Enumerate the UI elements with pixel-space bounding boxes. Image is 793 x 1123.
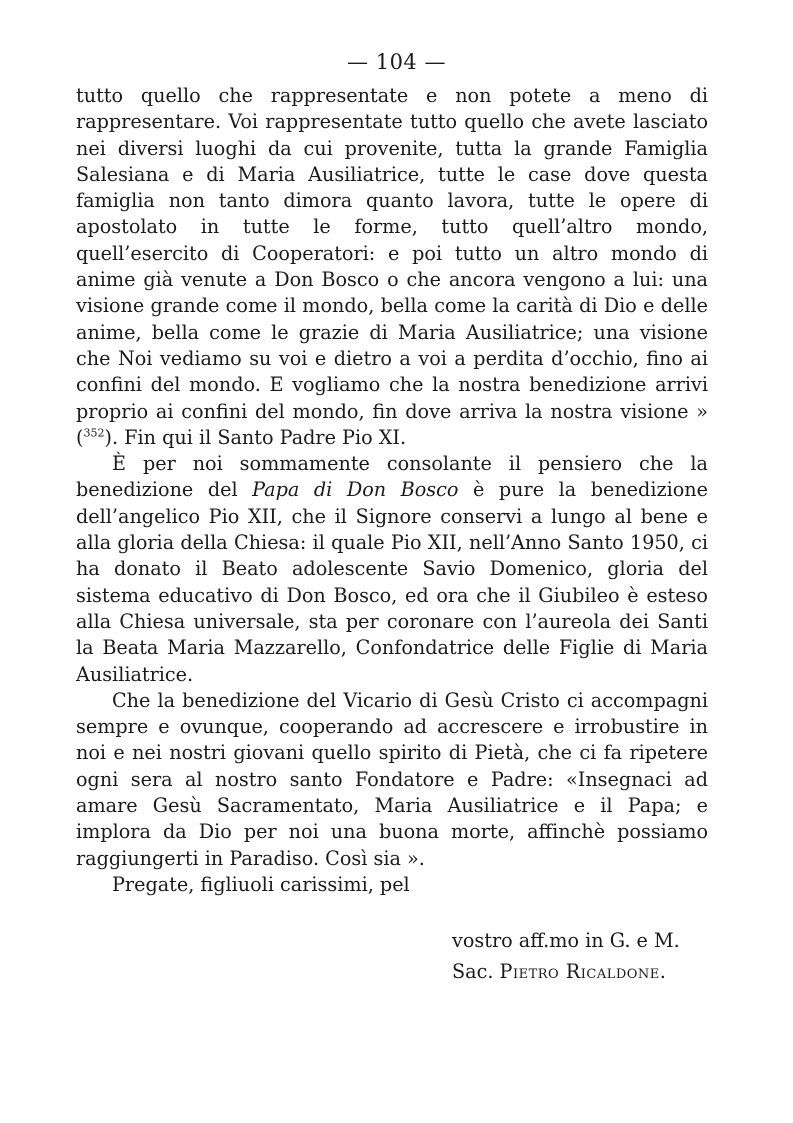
paragraph-4: Pregate, figliuoli carissimi, pel — [112, 872, 410, 896]
body-text — [76, 83, 708, 898]
signature-block — [452, 925, 752, 987]
footnote-reference: 352 — [83, 426, 105, 440]
signatory-prefix: Sac. — [452, 960, 494, 983]
closing-salutation: vostro aff.mo in G. e M. — [452, 929, 680, 952]
paragraph-1-text: tutto quello che rappresentate e non potete a meno di rappresentare. Voi rappresentate tutto quello che avete lasciato nei diversi luoghi da cui provenite, tutta la grande Famiglia Salesiana e di Maria Ausiliatrice, tutte le case dove questa famiglia non tanto dimora quanto lavora, tutte le opere di apostolato in tutte le forme, tutto quell’altro mondo, quell’esercito di Cooperatori: e poi tutto un altro mondo di anime già venute a Don Bosco o che ancora vengono a lui: una visione grande come il mondo, bella come la carità di Dio e delle anime, bella come le grazie di Maria Ausiliatrice; una visione che Noi vediamo su voi e dietro a voi a perdita d’occhio, fino ai confini del mondo. E vogliamo che la nostra benedizione arrivi proprio ai confini del mondo, fin dove arriva la nostra visione » ( — [76, 84, 708, 449]
paragraph-3: Che la benedizione del Vicario di Gesù Cristo ci accompagni sempre e ovunque, cooperando ad accrescere e irrobustire in noi e nei nostri giovani quello spirito di Pietà, che ci fa ripetere ogni sera al nostro santo Fondatore e Padre: «Insegnaci ad amare Gesù Sacramentato, Maria Ausiliatrice e il Papa; e implora da Dio per noi una buona morte, affinchè possiamo raggiungerti in Paradiso. Così sia ». — [76, 688, 708, 870]
page-number: — 104 — — [347, 50, 446, 74]
paragraph-2-start: È per noi sommamente consolante il pensiero che la benedizione del — [76, 452, 708, 502]
paragraph-2 — [76, 451, 708, 688]
signatory — [452, 956, 752, 987]
paragraph-1 — [76, 83, 708, 451]
paragraph-1-end: ). Fin qui il Santo Padre Pio XI. — [104, 425, 407, 449]
paragraph-2-end: è pure la benedizione dell’angelico Pio XII, che il Signore conservi a lungo al bene e alla gloria della Chiesa: il quale Pio XII, nell’Anno Santo 1950, ci ha donato il Beato adolescente Savio Domenico, gloria del sistema educativo di Don Bosco, ed ora che il Giubileo è esteso alla Chiesa universale, sta per coronare con l’aureola dei Santi la Beata Maria Mazzarello, Confondatrice delle Figlie di Maria Ausiliatrice. — [76, 478, 708, 686]
signatory-name: Pietro Ricaldone. — [499, 960, 667, 983]
paragraph-2-italic: Papa di Don Bosco — [252, 478, 459, 502]
